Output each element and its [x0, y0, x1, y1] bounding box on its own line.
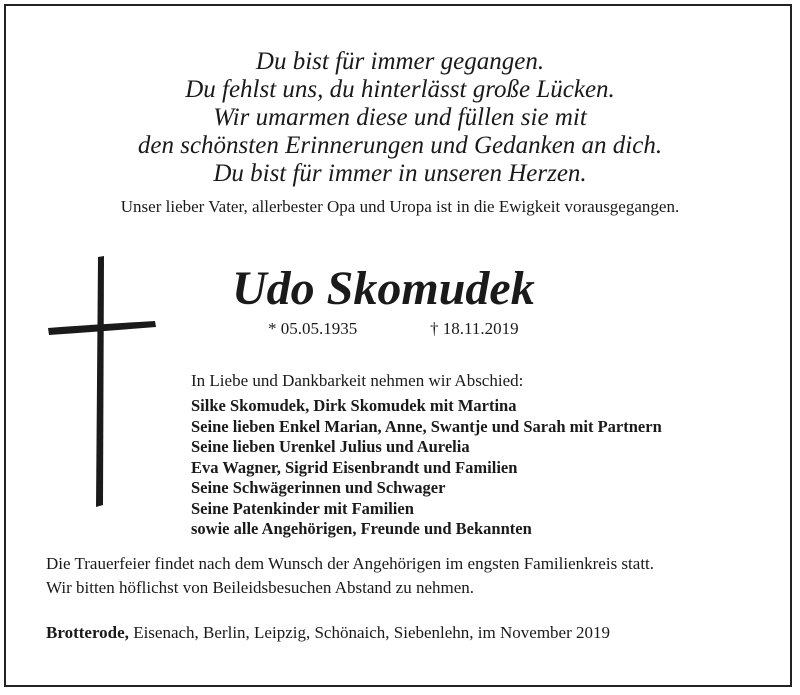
mourner-line: sowie alle Angehörigen, Freunde und Bekannten	[191, 519, 532, 538]
cross-icon	[46, 255, 158, 515]
poem-line: den schönsten Erinnerungen und Gedanken an dich.	[137, 132, 663, 159]
poem-line: Du bist für immer in unseren Herzen.	[213, 160, 587, 187]
poem-line: Du fehlst uns, du hinterlässt große Lücken.	[185, 76, 615, 103]
birth-date: * 05.05.1935	[268, 319, 358, 338]
mourner-line: Silke Skomudek, Dirk Skomudek mit Martina	[191, 396, 517, 415]
notice-line: Wir bitten höflichst von Beileidsbesuchen Abstand zu nehmen.	[46, 578, 475, 597]
poem-line: Du bist für immer gegangen.	[255, 48, 545, 75]
places-main: Brotterode,	[46, 623, 129, 642]
places-line	[46, 622, 610, 644]
mourner-line: Seine lieben Urenkel Julius und Aurelia	[191, 437, 470, 456]
mourners-list	[191, 396, 662, 540]
mourner-line: Seine Patenkinder mit Familien	[191, 498, 414, 518]
funeral-notice	[46, 552, 654, 600]
poem-line: Wir umarmen diese und füllen sie mit	[213, 104, 587, 131]
mourner-line: Eva Wagner, Sigrid Eisenbrandt und Familien	[191, 457, 518, 477]
notice-line: Die Trauerfeier findet nach dem Wunsch der Angehörigen im engsten Familienkreis statt.	[46, 554, 655, 573]
mourner-line: Seine Schwägerinnen und Schwager	[191, 478, 446, 497]
places-rest: Eisenach, Berlin, Leipzig, Schönaich, Siebenlehn, im November 2019	[128, 623, 611, 642]
death-date: † 18.11.2019	[430, 319, 519, 338]
mourner-line: Seine lieben Enkel Marian, Anne, Swantje und Sarah mit Partnern	[191, 416, 662, 436]
poem	[0, 48, 800, 188]
farewell-text: In Liebe und Dankbarkeit nehmen wir Abschied:	[191, 371, 524, 390]
intro-text: Unser lieber Vater, allerbester Opa und Uropa ist in die Ewigkeit vorausgegangen.	[120, 197, 680, 216]
deceased-name: Udo Skomudek	[232, 262, 535, 315]
